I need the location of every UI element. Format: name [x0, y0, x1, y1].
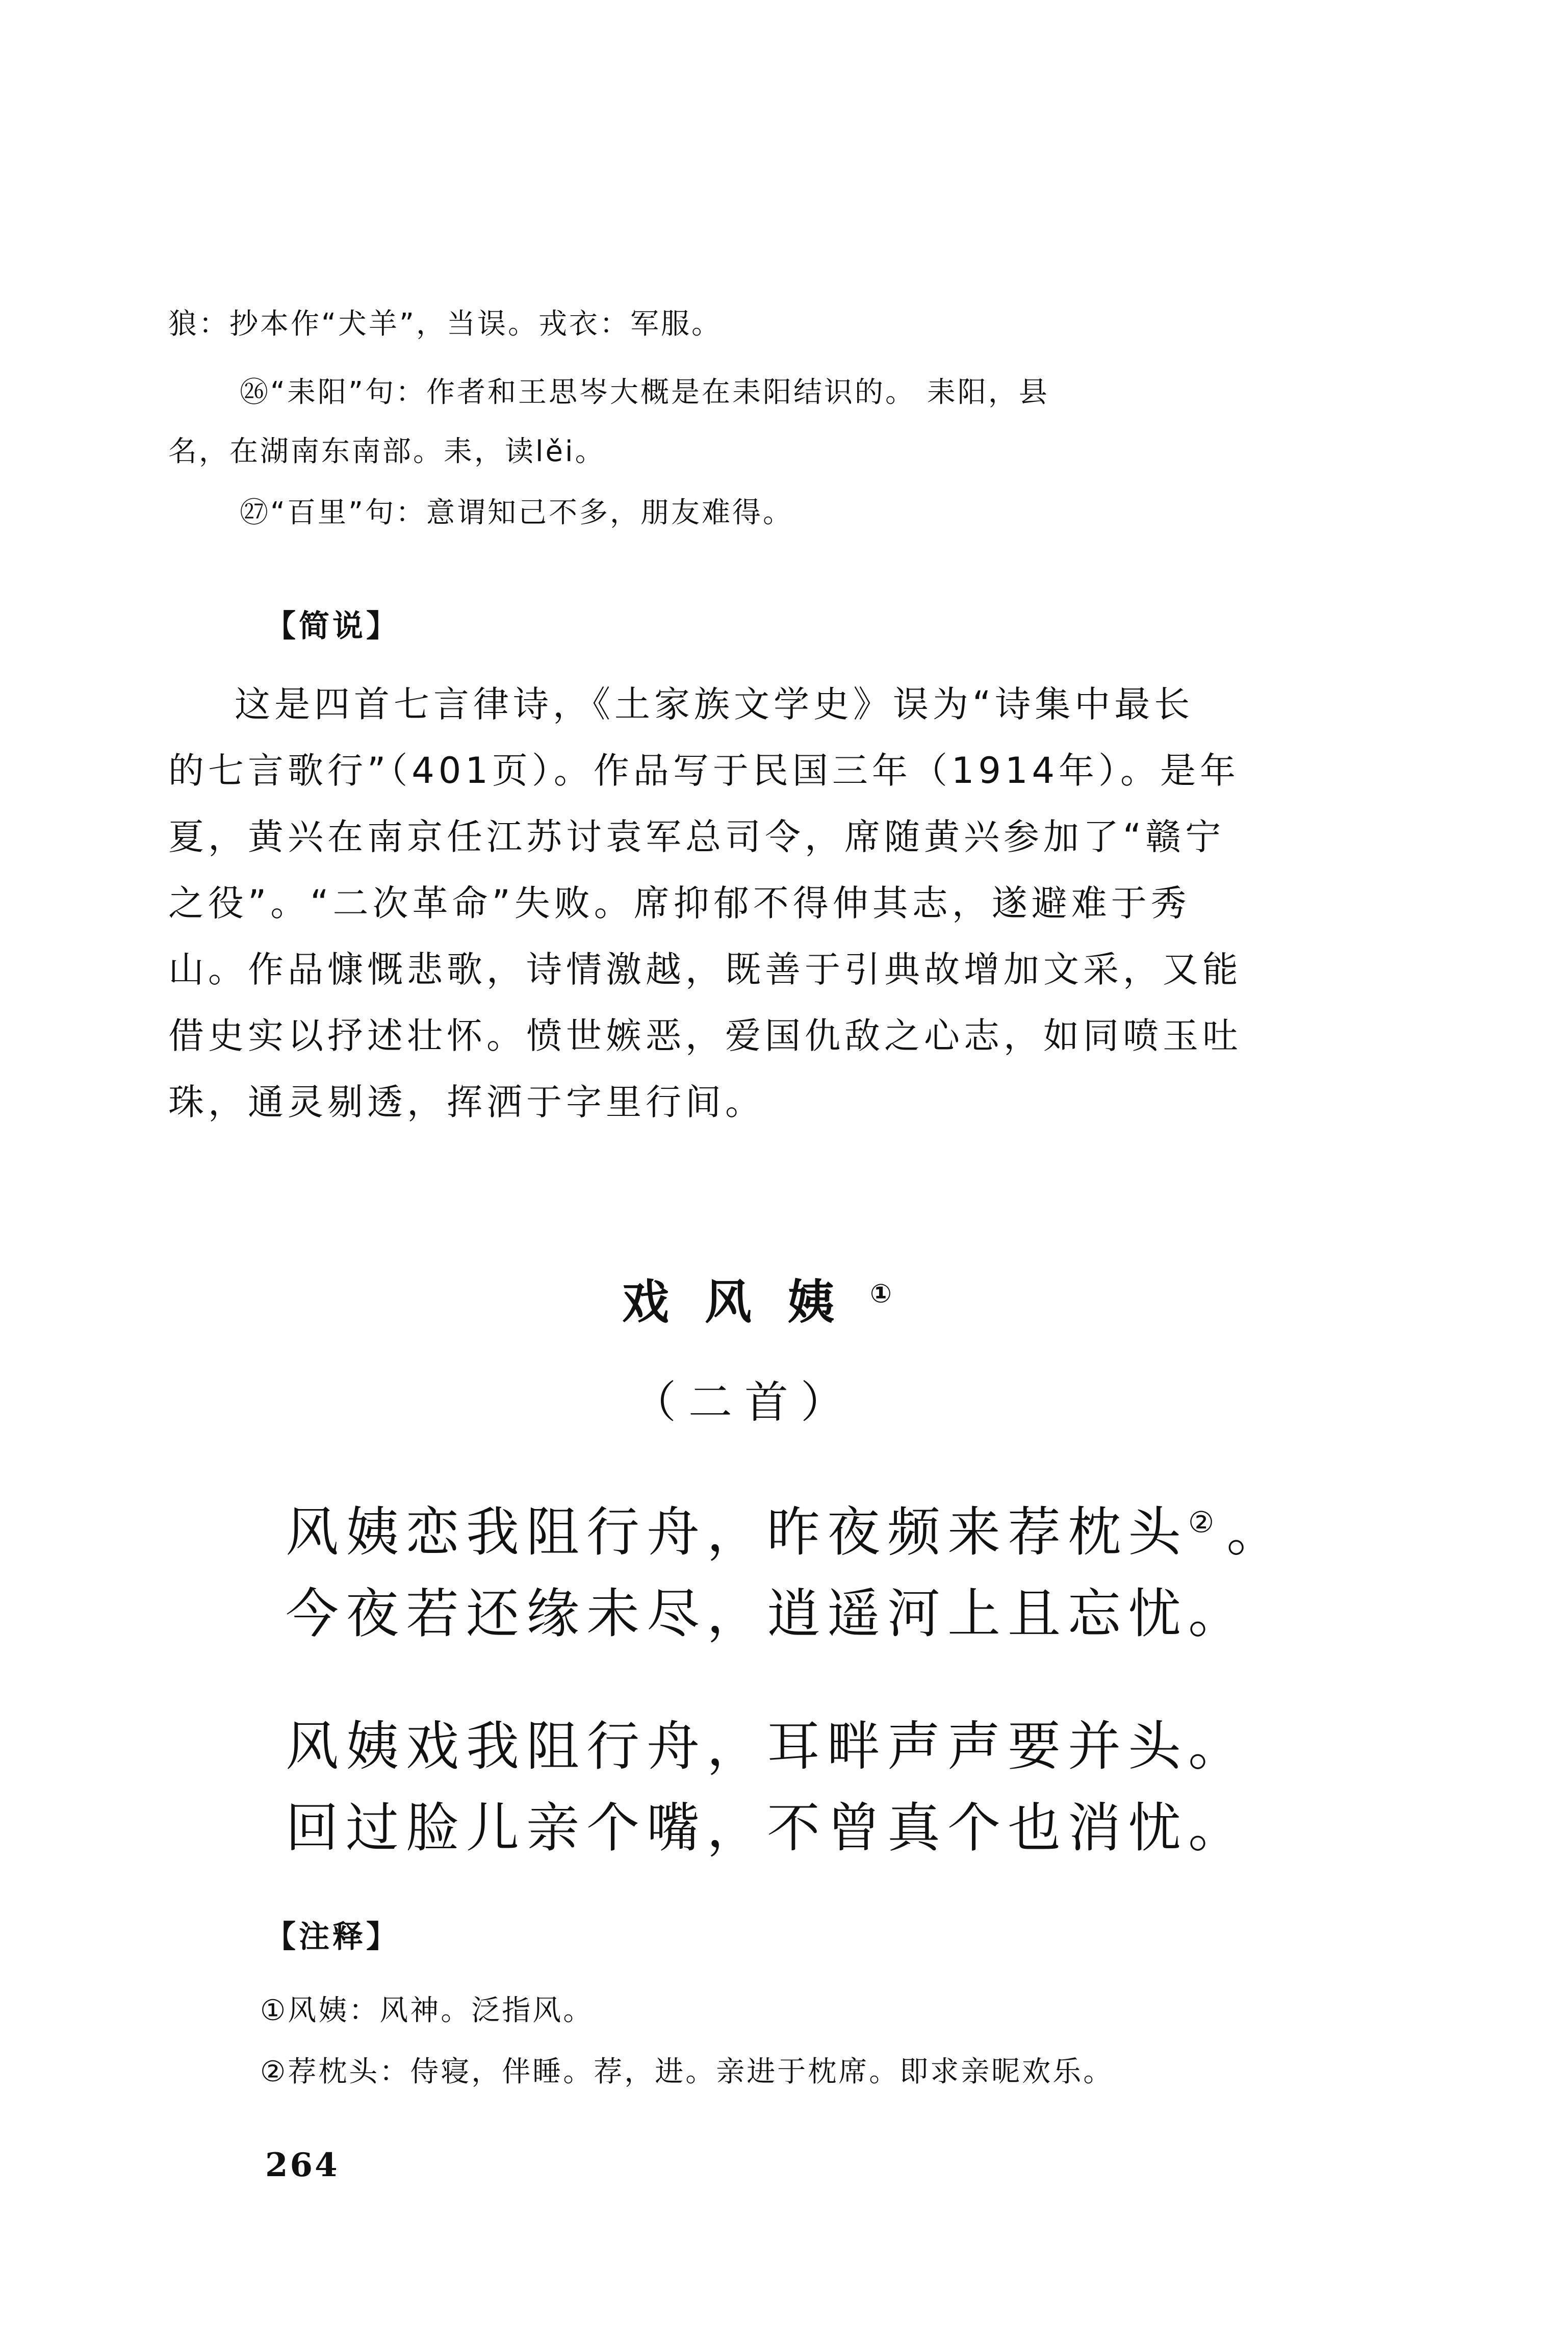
- poem-title-text: 戏风姨: [622, 1275, 870, 1330]
- poem-stanza2-line1: 风姨戏我阻行舟，耳畔声声要并头。: [286, 1715, 1249, 1777]
- poem-title: [622, 1265, 892, 1332]
- section-heading-jianshuo: 【简说】: [265, 608, 400, 644]
- note-26-line-2: 名，在湖南东南部。耒，读lěi。: [168, 435, 606, 468]
- jianshuo-line-7: 珠，通灵剔透，挥洒于字里行间。: [168, 1081, 765, 1123]
- note-line-1: 狼：抄本作“犬羊”，当误。戎衣：军服。: [168, 308, 723, 341]
- page-number: 264: [265, 2146, 340, 2184]
- poem-stanza1-line1: [286, 1489, 1287, 1566]
- poem-stanza1-line1-end: 。: [1226, 1501, 1287, 1563]
- poem-stanza2-line2: 回过脸儿亲个嘴，不曾真个也消忧。: [286, 1797, 1249, 1859]
- jianshuo-line-2: 的七言歌行”（401页）。作品写于民国三年（1914年）。是年: [168, 750, 1240, 792]
- poem-stanza1-line1-text: 风姨恋我阻行舟，昨夜频来荐枕头: [286, 1501, 1189, 1563]
- zhushi-note-2: ②荐枕头：侍寝，伴睡。荐，进。亲进于枕席。即求亲昵欢乐。: [260, 2055, 1114, 2088]
- note-26-line-1: ㉖“耒阳”句：作者和王思岑大概是在耒阳结识的。 耒阳，县: [240, 376, 1049, 409]
- section-heading-zhushi: 【注释】: [265, 1919, 400, 1955]
- jianshuo-line-1: 这是四首七言律诗，《土家族文学史》误为“诗集中最长: [235, 683, 1194, 725]
- poem-title-note-marker: ①: [870, 1278, 892, 1309]
- jianshuo-line-6: 借史实以抒述壮怀。愤世嫉恶，爱国仇敌之心志，如同喷玉吐: [168, 1015, 1242, 1057]
- jianshuo-line-4: 之役”。“二次革命”失败。席抑郁不得伸其志，遂避难于秀: [168, 882, 1191, 924]
- zhushi-note-1: ①风姨：风神。泛指风。: [260, 1994, 594, 2027]
- poem-line-note-marker: ②: [1188, 1506, 1215, 1540]
- jianshuo-line-3: 夏，黄兴在南京任江苏讨袁军总司令，席随黄兴参加了“赣宁: [168, 816, 1225, 858]
- jianshuo-line-5: 山。作品慷慨悲歌，诗情激越，既善于引典故增加文采，又能: [168, 949, 1242, 990]
- poem-stanza1-line2: 今夜若还缘未尽，逍遥河上且忘忧。: [286, 1583, 1249, 1645]
- poem-subtitle: （二首）: [632, 1377, 857, 1428]
- note-27: ㉗“百里”句：意谓知己不多，朋友难得。: [240, 496, 794, 529]
